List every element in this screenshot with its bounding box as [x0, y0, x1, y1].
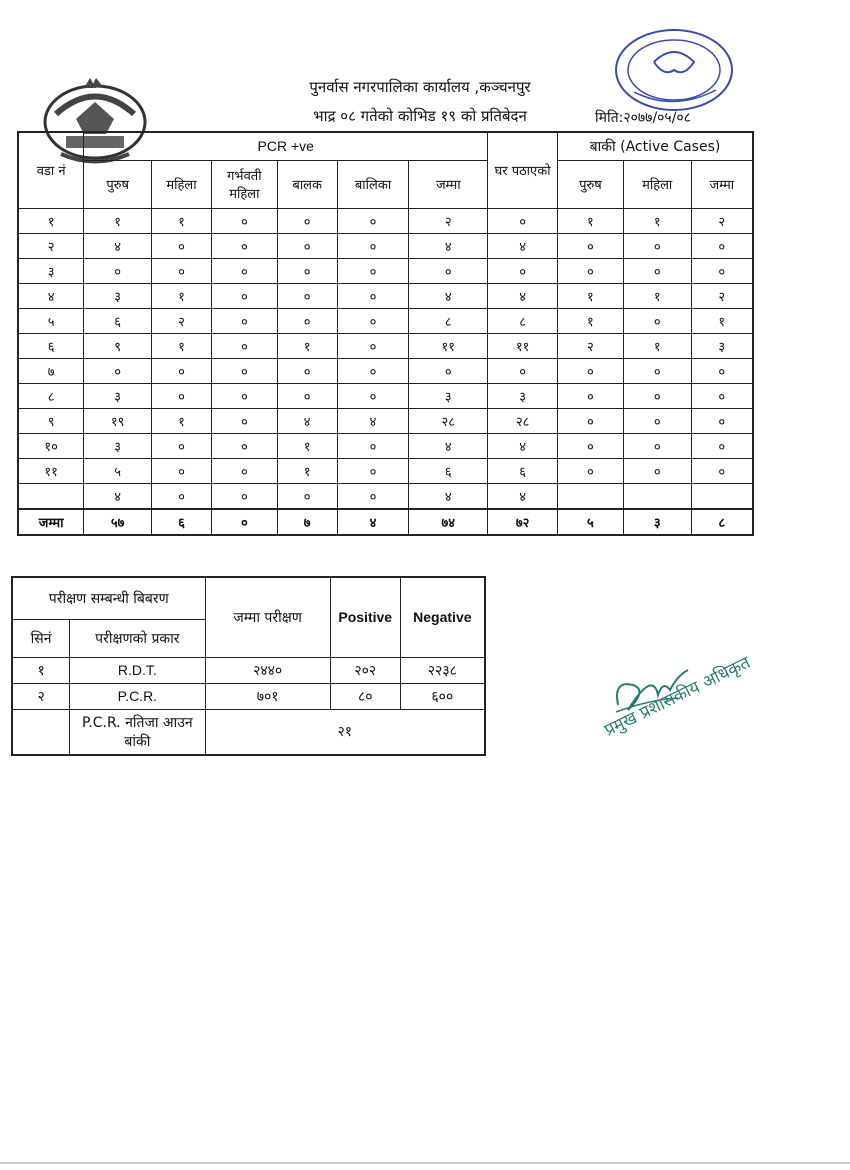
table-cell: ०	[277, 208, 337, 233]
header-test-type: परीक्षणको प्रकार	[70, 619, 205, 657]
table-cell: ०	[558, 408, 624, 433]
table-cell: ४	[488, 233, 558, 258]
table-cell: १	[623, 208, 691, 233]
table-cell: ९	[84, 333, 152, 358]
test-positive: २०२	[330, 657, 400, 683]
table-cell: ०	[152, 258, 212, 283]
ward-number: ८	[18, 383, 84, 408]
testing-details-table	[11, 576, 486, 756]
table-cell: २८	[488, 408, 558, 433]
table-cell: ०	[152, 233, 212, 258]
table-cell: ०	[277, 483, 337, 509]
table-cell: १	[558, 283, 624, 308]
table-cell: ०	[211, 333, 277, 358]
table-cell: ०	[691, 408, 753, 433]
table-cell: ६	[488, 458, 558, 483]
table-row	[18, 258, 753, 283]
total-cell: ४	[337, 509, 409, 535]
table-cell: ०	[211, 233, 277, 258]
table-cell: ०	[558, 383, 624, 408]
table-cell: १	[152, 208, 212, 233]
table-cell: ११	[409, 333, 488, 358]
subheader-pcr: पुरुष	[84, 160, 152, 208]
table-cell: ०	[277, 358, 337, 383]
table-cell: ०	[337, 483, 409, 509]
table-cell: ३	[84, 283, 152, 308]
table-cell	[558, 483, 624, 509]
table-cell: ०	[211, 208, 277, 233]
table-cell: ०	[409, 358, 488, 383]
ward-number: ४	[18, 283, 84, 308]
subheader-active: जम्मा	[691, 160, 753, 208]
header-pcr-positive: PCR +ve	[84, 132, 488, 160]
table-cell: ०	[337, 258, 409, 283]
table-cell: ०	[211, 358, 277, 383]
table-cell: ०	[558, 258, 624, 283]
table-cell: १९	[84, 408, 152, 433]
table-cell: ०	[623, 383, 691, 408]
table-cell: ०	[558, 433, 624, 458]
table-cell: ०	[691, 358, 753, 383]
table-cell: ४	[409, 483, 488, 509]
ward-number: ११	[18, 458, 84, 483]
table-cell: ०	[211, 283, 277, 308]
table-cell: २	[558, 333, 624, 358]
table-cell: २८	[409, 408, 488, 433]
table-cell: ०	[488, 258, 558, 283]
table-cell: ०	[337, 333, 409, 358]
header-active-cases: बाकी (Active Cases)	[558, 132, 753, 160]
table-cell: ०	[337, 283, 409, 308]
table-cell: २	[691, 208, 753, 233]
ward-number: ७	[18, 358, 84, 383]
table-cell: ०	[337, 208, 409, 233]
table-cell: ०	[623, 233, 691, 258]
header-total-tests: जम्मा परीक्षण	[205, 577, 330, 657]
total-cell: ५७	[84, 509, 152, 535]
table-cell	[691, 483, 753, 509]
table-cell: ०	[152, 433, 212, 458]
ward-number: २	[18, 233, 84, 258]
table-cell: ०	[691, 258, 753, 283]
table-cell: १	[277, 333, 337, 358]
table-cell: ०	[277, 283, 337, 308]
table-cell: ०	[558, 358, 624, 383]
office-title: पुनर्वास नगरपालिका कार्यालय ,कञ्चनपुर	[309, 78, 531, 96]
test-row	[12, 657, 485, 683]
table-row	[18, 483, 753, 509]
table-row	[18, 233, 753, 258]
header-sn: सिनं	[12, 619, 70, 657]
table-cell: ०	[277, 233, 337, 258]
officer-title: प्रमुख प्रशासकीय अधिकृत	[601, 652, 754, 741]
table-cell: ६	[409, 458, 488, 483]
table-cell: ४	[277, 408, 337, 433]
test-row	[12, 683, 485, 709]
table-cell: १	[558, 208, 624, 233]
table-cell: ०	[211, 258, 277, 283]
table-cell: १	[277, 433, 337, 458]
table-cell: २	[691, 283, 753, 308]
test-negative: २२३८	[400, 657, 485, 683]
table-cell: ४	[409, 433, 488, 458]
total-cell: ०	[211, 509, 277, 535]
table-cell: ८	[488, 308, 558, 333]
table-row	[18, 333, 753, 358]
table-cell: ०	[152, 458, 212, 483]
table-cell: ०	[211, 383, 277, 408]
table-cell: ०	[84, 258, 152, 283]
table-cell: ०	[337, 433, 409, 458]
total-cell: ८	[691, 509, 753, 535]
table-cell: ०	[409, 258, 488, 283]
test-negative: ६००	[400, 683, 485, 709]
table-cell: १	[152, 408, 212, 433]
table-cell: ०	[623, 408, 691, 433]
table-cell: ८	[409, 308, 488, 333]
pending-value: २१	[205, 709, 485, 755]
subheader-pcr: जम्मा	[409, 160, 488, 208]
table-cell: २	[409, 208, 488, 233]
total-cell: ७४	[409, 509, 488, 535]
total-cell: ७	[277, 509, 337, 535]
table-row	[18, 208, 753, 233]
table-cell: ०	[623, 358, 691, 383]
subheader-pcr: बालिका	[337, 160, 409, 208]
table-cell: ०	[623, 458, 691, 483]
table-cell: ४	[488, 483, 558, 509]
table-cell	[623, 483, 691, 509]
total-cell: ३	[623, 509, 691, 535]
ward-number: १०	[18, 433, 84, 458]
table-cell: ०	[337, 308, 409, 333]
table-cell: ०	[211, 483, 277, 509]
table-cell: ०	[337, 233, 409, 258]
header-positive: Positive	[330, 577, 400, 657]
table-cell: २	[152, 308, 212, 333]
pending-label: P.C.R. नतिजा आउन बांकी	[70, 709, 205, 755]
table-row	[18, 458, 753, 483]
test-sn: २	[12, 683, 70, 709]
table-cell: १	[152, 333, 212, 358]
table-cell: ०	[623, 433, 691, 458]
table-cell: १	[84, 208, 152, 233]
table-cell: ०	[211, 408, 277, 433]
ward-number: ३	[18, 258, 84, 283]
table-cell: ४	[84, 483, 152, 509]
office-stamp-icon	[604, 22, 734, 118]
table-row	[18, 408, 753, 433]
header-ward: वडा नं	[18, 132, 84, 208]
table-cell: ४	[488, 433, 558, 458]
table-cell: ०	[558, 233, 624, 258]
test-type: R.D.T.	[70, 657, 205, 683]
covid-cases-table	[17, 131, 754, 536]
table-cell: १	[623, 333, 691, 358]
header-sent-home: घर पठाएको	[488, 132, 558, 208]
page-bottom-line	[0, 1162, 850, 1164]
table-row	[18, 383, 753, 408]
table-cell: ६	[84, 308, 152, 333]
table-cell: ०	[337, 383, 409, 408]
table-cell: ४	[84, 233, 152, 258]
table-cell: ०	[488, 358, 558, 383]
table-row	[18, 308, 753, 333]
table-cell: ४	[337, 408, 409, 433]
table-cell: ०	[211, 458, 277, 483]
ward-number	[18, 483, 84, 509]
table-cell: ०	[211, 308, 277, 333]
table-cell: ०	[277, 383, 337, 408]
table-cell: ०	[558, 458, 624, 483]
table-cell: ५	[84, 458, 152, 483]
table-cell: ३	[409, 383, 488, 408]
subheader-active: पुरुष	[558, 160, 624, 208]
table-cell: ४	[409, 233, 488, 258]
test-sn: १	[12, 657, 70, 683]
subheader-pcr: बालक	[277, 160, 337, 208]
test-type: P.C.R.	[70, 683, 205, 709]
total-cell: ५	[558, 509, 624, 535]
subheader-pcr: महिला	[152, 160, 212, 208]
table-row	[18, 358, 753, 383]
total-cell: ७२	[488, 509, 558, 535]
table-cell: १	[691, 308, 753, 333]
subheader-active: महिला	[623, 160, 691, 208]
test-positive: ८०	[330, 683, 400, 709]
table-cell: ३	[691, 333, 753, 358]
table-cell: ०	[152, 483, 212, 509]
test-total: ७०१	[205, 683, 330, 709]
total-row	[18, 509, 753, 535]
table-cell: १	[277, 458, 337, 483]
ward-number: ९	[18, 408, 84, 433]
ward-number: १	[18, 208, 84, 233]
table-cell: १	[623, 283, 691, 308]
table-cell: ३	[84, 433, 152, 458]
total-cell: ६	[152, 509, 212, 535]
testing-group-label: परीक्षण सम्बन्धी बिबरण	[12, 577, 205, 619]
table-cell: ४	[409, 283, 488, 308]
table-row	[18, 433, 753, 458]
table-cell: ०	[152, 383, 212, 408]
table-row	[18, 283, 753, 308]
table-cell: ०	[337, 358, 409, 383]
table-cell: ०	[623, 258, 691, 283]
ward-number: ५	[18, 308, 84, 333]
table-cell: ०	[691, 233, 753, 258]
table-cell: ०	[211, 433, 277, 458]
report-date: मिति:२०७७/०५/०८	[595, 110, 691, 126]
table-cell: १	[152, 283, 212, 308]
subheader-pcr: गर्भवती महिला	[211, 160, 277, 208]
report-title: भाद्र ०८ गतेको कोभिड १९ को प्रतिबेदन	[313, 107, 527, 125]
table-cell: ०	[691, 433, 753, 458]
total-label: जम्मा	[18, 509, 84, 535]
table-cell: ०	[277, 258, 337, 283]
table-cell: ०	[623, 308, 691, 333]
header-negative: Negative	[400, 577, 485, 657]
table-cell: १	[558, 308, 624, 333]
table-cell: ३	[84, 383, 152, 408]
table-cell: ०	[277, 308, 337, 333]
table-cell: ४	[488, 283, 558, 308]
ward-number: ६	[18, 333, 84, 358]
table-cell: ०	[84, 358, 152, 383]
table-cell: ११	[488, 333, 558, 358]
table-cell: ३	[488, 383, 558, 408]
table-cell: ०	[691, 458, 753, 483]
table-cell: ०	[152, 358, 212, 383]
table-cell: ०	[488, 208, 558, 233]
test-total: २४४०	[205, 657, 330, 683]
table-cell: ०	[337, 458, 409, 483]
table-cell: ०	[691, 383, 753, 408]
